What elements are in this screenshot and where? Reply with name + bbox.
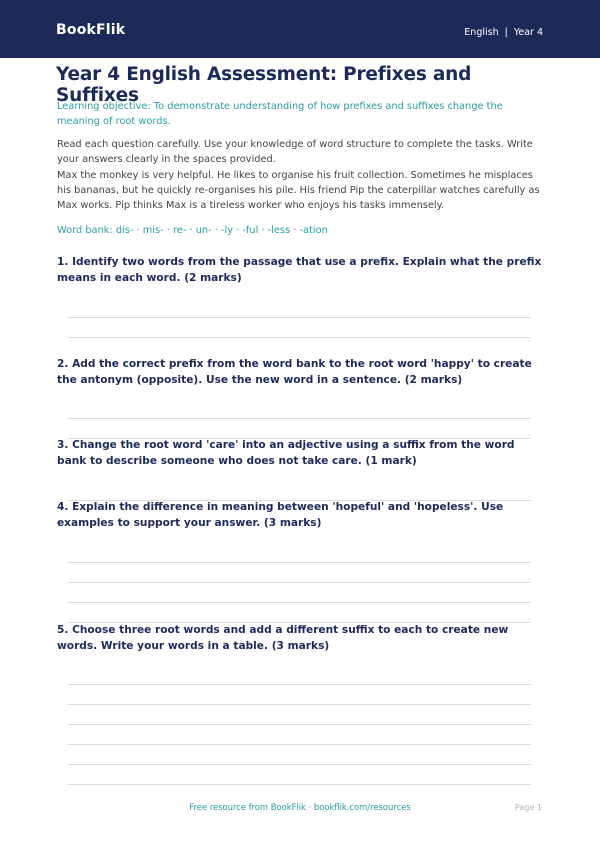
- learning-objective: Learning objective: To demonstrate understanding of how prefixes and suffixes change the meaning of root words.: [57, 101, 503, 127]
- answer-line[interactable]: [68, 744, 531, 745]
- header-divider: |: [504, 27, 508, 38]
- question-3: 3. Change the root word 'care' into an adjective using a suffix from the word bank to describe someone who does not take care. (1 mark): [57, 439, 515, 467]
- question-4: 4. Explain the difference in meaning between 'hopeful' and 'hopeless'. Use examples to support your answer. (3 marks): [57, 501, 504, 529]
- word-bank: Word bank: dis- · mis- · re- · un- · -ly · -ful · -less · -ation: [57, 225, 328, 236]
- answer-line[interactable]: [68, 724, 531, 725]
- brand-logo[interactable]: BookFlik: [56, 22, 126, 38]
- answer-line[interactable]: [68, 337, 531, 338]
- question-5: 5. Choose three root words and add a different suffix to each to create new words. Write your words in a table. (3 marks): [57, 624, 509, 652]
- answer-line[interactable]: [68, 317, 531, 318]
- answer-line[interactable]: [68, 764, 531, 765]
- answer-line[interactable]: [68, 418, 531, 419]
- answer-line[interactable]: [68, 582, 531, 583]
- question-1: 1. Identify two words from the passage that use a prefix. Explain what the prefix means in each word. (2 marks): [57, 256, 542, 284]
- year-label: Year 4: [513, 27, 543, 38]
- page-header: [0, 0, 600, 58]
- header-subject-year: [464, 27, 543, 38]
- answer-line[interactable]: [68, 602, 531, 603]
- question-2: 2. Add the correct prefix from the word bank to the root word 'happy' to create the antonym (opposite). Use the new word in a sentence. (2 marks): [57, 358, 532, 386]
- answer-line[interactable]: [68, 704, 531, 705]
- answer-line[interactable]: [68, 784, 531, 785]
- page-title: Year 4 English Assessment: Prefixes and Suffixes: [56, 64, 472, 106]
- page-number: Page 1: [515, 803, 542, 812]
- answer-line[interactable]: [68, 562, 531, 563]
- answer-line[interactable]: [68, 684, 531, 685]
- reading-passage: Max the monkey is very helpful. He likes to organise his fruit collection. Sometimes he misplaces his bananas, but he quickly re-organises his pile. His friend Pip the caterpillar watches carefully as Max works. Pip thinks Max is a tireless worker who enjoys his tasks immensely.: [57, 170, 540, 211]
- instructions-text: Read each question carefully. Use your knowledge of word structure to complete the tasks. Write your answers clearly in the spaces provided.: [57, 139, 533, 165]
- footer-resource-link[interactable]: Free resource from BookFlik · bookflik.com/resources: [189, 802, 411, 812]
- subject-label: English: [464, 27, 499, 38]
